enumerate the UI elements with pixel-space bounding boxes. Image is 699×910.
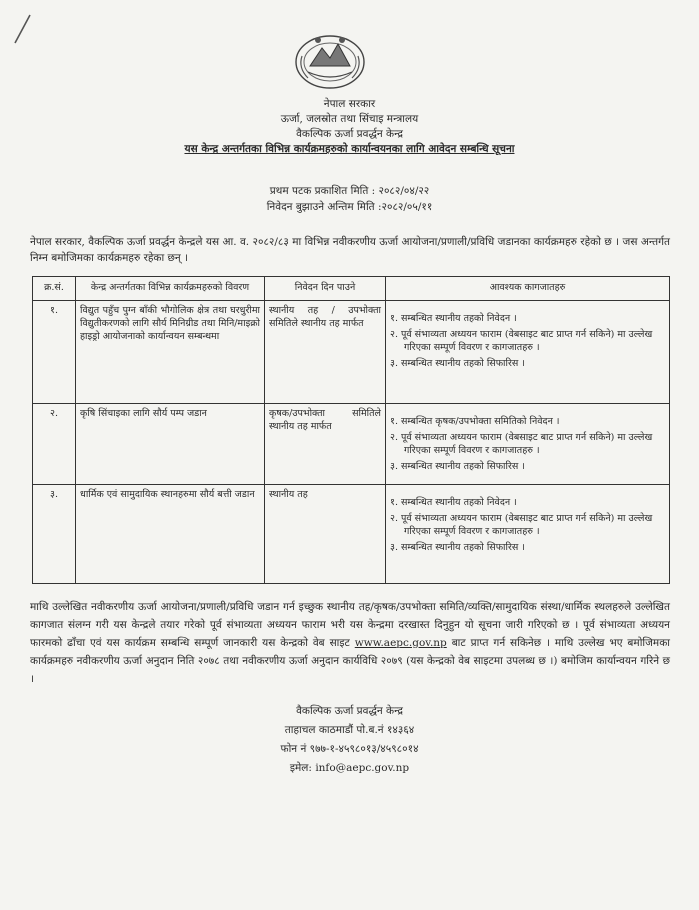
table-row [33,404,670,485]
closing-paragraph [30,598,670,688]
table-row [33,485,670,584]
row-serial: २. [33,404,76,485]
document-item: ३. सम्बन्धित स्थानीय तहको सिफारिस । [390,461,525,472]
table-row [33,301,670,404]
notice-title: यस केन्द्र अन्तर्गतका विभिन्न कार्यक्रमहरुको कार्यान्वयनका लागि आवेदन सम्बन्धि सूचना [184,143,515,155]
document-item: २. पूर्व संभाव्यता अध्ययन फाराम (वेबसाइट बाट प्राप्त गर्न सकिने) मा उल्लेख गरिएका सम्पूर्ण विवरण र कागजातहरु । [390,432,653,456]
row-serial: ३. [33,485,76,584]
closing-text-end: बाट प्राप्त गर्न सकिनेछ । माथि उल्लेख भए बमोजिमका कार्यक्रमहरु नवीकरणीय ऊर्जा अनुदान निति २०७८ तथा नवीकरणीय ऊर्जा अनुदान कार्यविधि २०७९ (यस केन्द्रको वेब साइटमा उपलब्ध छ ।) बमोजिम कार्यान्वयन गरिने छ । [30,637,670,685]
row-description: धार्मिक एवं सामुदायिक स्थानहरुमा सौर्य बत्ती जडान [76,485,265,584]
row-documents [386,404,670,485]
contact-footer [0,702,699,778]
document-item: ३. सम्बन्धित स्थानीय तहको सिफारिस । [390,358,525,369]
pen-stroke-mark [10,12,34,46]
row-applied-via: स्थानीय तह / उपभोक्ता समितिले स्थानीय तह मार्फत [265,301,386,404]
footer-office: वैकल्पिक ऊर्जा प्रवर्द्धन केन्द्र [296,705,403,717]
document-item: १. सम्बन्धित स्थानीय तहको निवेदन । [390,313,517,324]
website-link[interactable]: www.aepc.gov.np [354,637,447,649]
publication-dates [0,183,699,215]
letterhead [0,97,699,157]
row-description: कृषि सिंचाइका लागि सौर्य पम्प जडान [76,404,265,485]
application-deadline: निवेदन बुझाउने अन्तिम मिति :२०८२/०५/११ [266,201,433,213]
header-documents: आवश्यक कागजातहरु [386,277,670,301]
row-documents [386,301,670,404]
footer-email-line [0,759,699,778]
row-applied-via: कृषक/उपभोक्ता समितिले स्थानीय तह मार्फत [265,404,386,485]
first-published-date: प्रथम पटक प्रकाशित मिति : २०८२/०४/२२ [269,185,430,197]
row-description: विद्युत पहुँच पुग्न बाँकी भौगोलिक क्षेत्र तथा घरधुरीमा विद्युतीकरणको लागि सौर्य मिनिग्रीड तथा मिनि/माइक्रो हाइड्रो आयोजनाको कार्यान्वयन सम्बन्धमा [76,301,265,404]
closing-text-start: माथि उल्लेखित नवीकरणीय ऊर्जा आयोजना/प्रणाली/प्रविधि जडान गर्न इच्छुक स्थानीय तह/कृषक/उपभोक्ता समिति/व्यक्ति/सामुदायिक संस्था/धार्मिक स्थलहरुले उल्लेखित कागजात संलग्न गरी यस केन्द्रले तयार गरेको पूर्व संभाव्यता अध्ययन फाराम भरी यस केन्द्रमा दरखास्त दिनुहुन यो सूचना जारी गरिएको छ । पूर्व संभाव्यता अध्ययन फारमको ढाँचा एवं यस कार्यक्रम सम्बन्धि सम्पूर्ण जानकारी यस केन्द्रको वेब साइट [30,601,670,649]
header-serial: क्र.सं. [33,277,76,301]
government-emblem-icon [290,26,370,92]
header-description: केन्द्र अन्तर्गतका विभिन्न कार्यक्रमहरुको विवरण [76,277,265,301]
government-name: नेपाल सरकार [323,98,376,110]
email-label: इमेल: [289,762,312,774]
email-address[interactable]: info@aepc.gov.np [315,762,410,774]
document-item: २. पूर्व संभाव्यता अध्ययन फाराम (वेबसाइट बाट प्राप्त गर्न सकिने) मा उल्लेख गरिएका सम्पूर्ण विवरण र कागजातहरु । [390,329,653,353]
row-documents [386,485,670,584]
table-header-row [33,277,670,301]
row-serial: १. [33,301,76,404]
center-name: वैकल्पिक ऊर्जा प्रवर्द्धन केन्द्र [296,128,403,140]
document-item: ३. सम्बन्धित स्थानीय तहको सिफारिस । [390,542,525,553]
document-item: १. सम्बन्धित कृषक/उपभोक्ता समितिको निवेदन । [390,416,560,427]
footer-phone: फोन नं ९७७-१-४५९८०१३/४५९८०१४ [280,743,419,755]
intro-paragraph: नेपाल सरकार, वैकल्पिक ऊर्जा प्रवर्द्धन केन्द्रले यस आ. व. २०८२/८३ मा विभिन्न नवीकरणीय ऊर्जा आयोजना/प्रणाली/प्रविधि जडानका कार्यक्रमहरु रहेको छ । जस अन्तर्गत निम्न बमोजिमका कार्यक्रमहरु रहेका छन् । [30,236,670,264]
document-item: १. सम्बन्धित स्थानीय तहको निवेदन । [390,497,517,508]
footer-address: ताहाचल काठमाडौं पो.ब.नं १४३६४ [284,724,415,736]
document-item: २. पूर्व संभाव्यता अध्ययन फाराम (वेबसाइट बाट प्राप्त गर्न सकिने) मा उल्लेख गरिएका सम्पूर्ण विवरण र कागजातहरु । [390,513,653,537]
header-applied-via: निवेदन दिन पाउने [265,277,386,301]
programs-table [32,276,670,584]
row-applied-via: स्थानीय तह [265,485,386,584]
ministry-name: ऊर्जा, जलस्रोत तथा सिंचाइ मन्त्रालय [280,113,419,125]
